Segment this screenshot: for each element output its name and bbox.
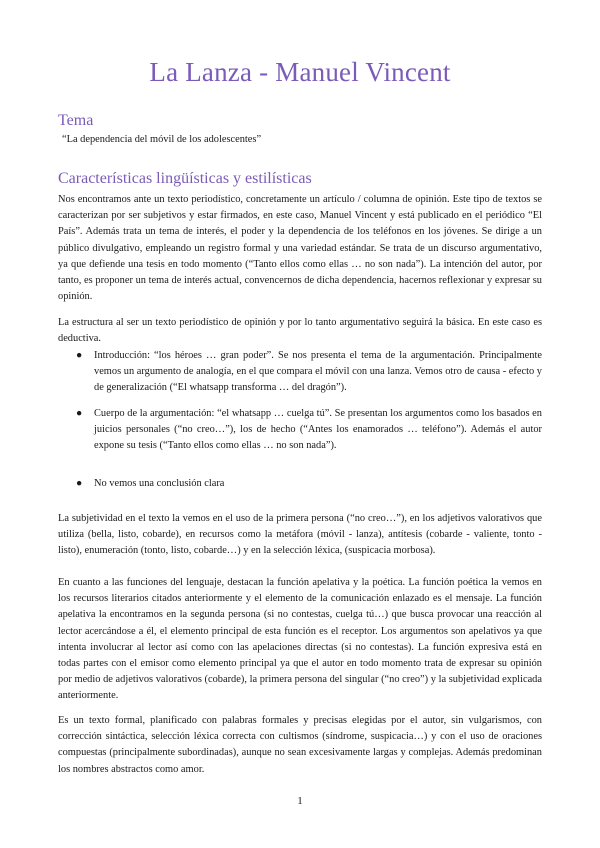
bullet-icon: ● — [76, 350, 83, 361]
list-item — [58, 348, 542, 397]
theme-heading: Tema — [58, 112, 94, 129]
list-item — [58, 406, 542, 455]
paragraph-register: Es un texto formal, planificado con palabras formales y precisas elegidas por el autor, sin vulgarismos, con corrección sintáctica, selección léxica correcta con cultismos (síndrome, suspicacia…) y con el uso de oraciones compuestas (principalmente subordinadas), aunque no sean excesivamente largas y complejas. Además predominan los nombres abstractos como amor. — [58, 715, 542, 775]
paragraph-subjectivity: La subjetividad en el texto la vemos en el uso de la primera persona (“no creo…”), en los adjetivos valorativos que utiliza (bella, listo, cobarde), en recursos como la metáfora (móvil - lanza), antítesis (cobarde - valiente, tonto - listo), enumeración (tonto, listo, cobarde…) y en la selección léxica, (suspicacia morbosa). — [58, 513, 542, 557]
theme-text: “La dependencia del móvil de los adolescentes” — [62, 134, 262, 145]
bullet-icon: ● — [76, 408, 83, 419]
paragraph-structure: La estructura al ser un texto periodístico de opinión y por lo tanto argumentativo seguirá la básica. En este caso es deductiva. — [58, 317, 542, 345]
features-heading: Características lingüísticas y estilísticas — [58, 170, 312, 187]
list-item — [58, 476, 542, 492]
paragraph-intro: Nos encontramos ante un texto periodístico, concretamente un artículo / columna de opinión. Este tipo de textos se caracterizan por ser subjetivos y estar firmados, en este caso, Manuel Vincent y está publicado en el periódico “El País”. Además trata un tema de interés, el poder y la dependencia de los teléfonos en los jóvenes. Se dirige a un público divulgativo, empleando un registro formal y una variedad estándar. Se trata de un discurso argumentativo, ya que defiende una tesis en todo momento (“Tanto ellos como ellas … no son nada”). La intención del autor, por tanto, es proponer un tema de interés actual, convencernos de dicha dependencia, hacernos reflexionar y expresar su opinión. — [58, 194, 542, 303]
page-number: 1 — [297, 795, 303, 807]
list-item-text: Introducción: “los héroes … gran poder”. Se nos presenta el tema de la argumentación. Principalmente vemos un argumento de analogía, en el que compara el móvil con una lanza. Vemos otro de causa - efecto y de generalización (“El whatsapp transforma … del dragón”). — [94, 350, 542, 394]
page-title: La Lanza - Manuel Vincent — [149, 57, 451, 87]
paragraph-functions: En cuanto a las funciones del lenguaje, destacan la función apelativa y la poética. La función poética la vemos en los recursos literarios citados anteriormente y el elemento de la comunicación enlazado es el mensaje. La función apelativa la encontramos en la segunda persona (si no contestas, cuelga tú…) que busca provocar una reacción al lector acercándose a él, el elemento principal de esta función es el receptor. Los argumentos son apelativos ya que intenta involucrar al lector así como con las apelaciones directas (si no contestas). La función expresiva está en todas partes con el emisor como elemento principal ya que el autor en todo momento trata de expresar su opinión por medio de adjetivos valorativos (cobarde), la primera persona del singular (“no creo”) y la subjetividad explicada anteriormente. — [58, 577, 542, 702]
list-item-text: No vemos una conclusión clara — [94, 478, 225, 489]
bullet-icon: ● — [76, 478, 83, 489]
list-item-text: Cuerpo de la argumentación: “el whatsapp … cuelga tú”. Se presentan los argumentos como los basados en juicios personales (“no creo…”), los de hecho (“Antes los enamorados … teléfono”). Además el autor expone su tesis (“Tanto ellos como ellas … no son nada”). — [94, 408, 542, 452]
